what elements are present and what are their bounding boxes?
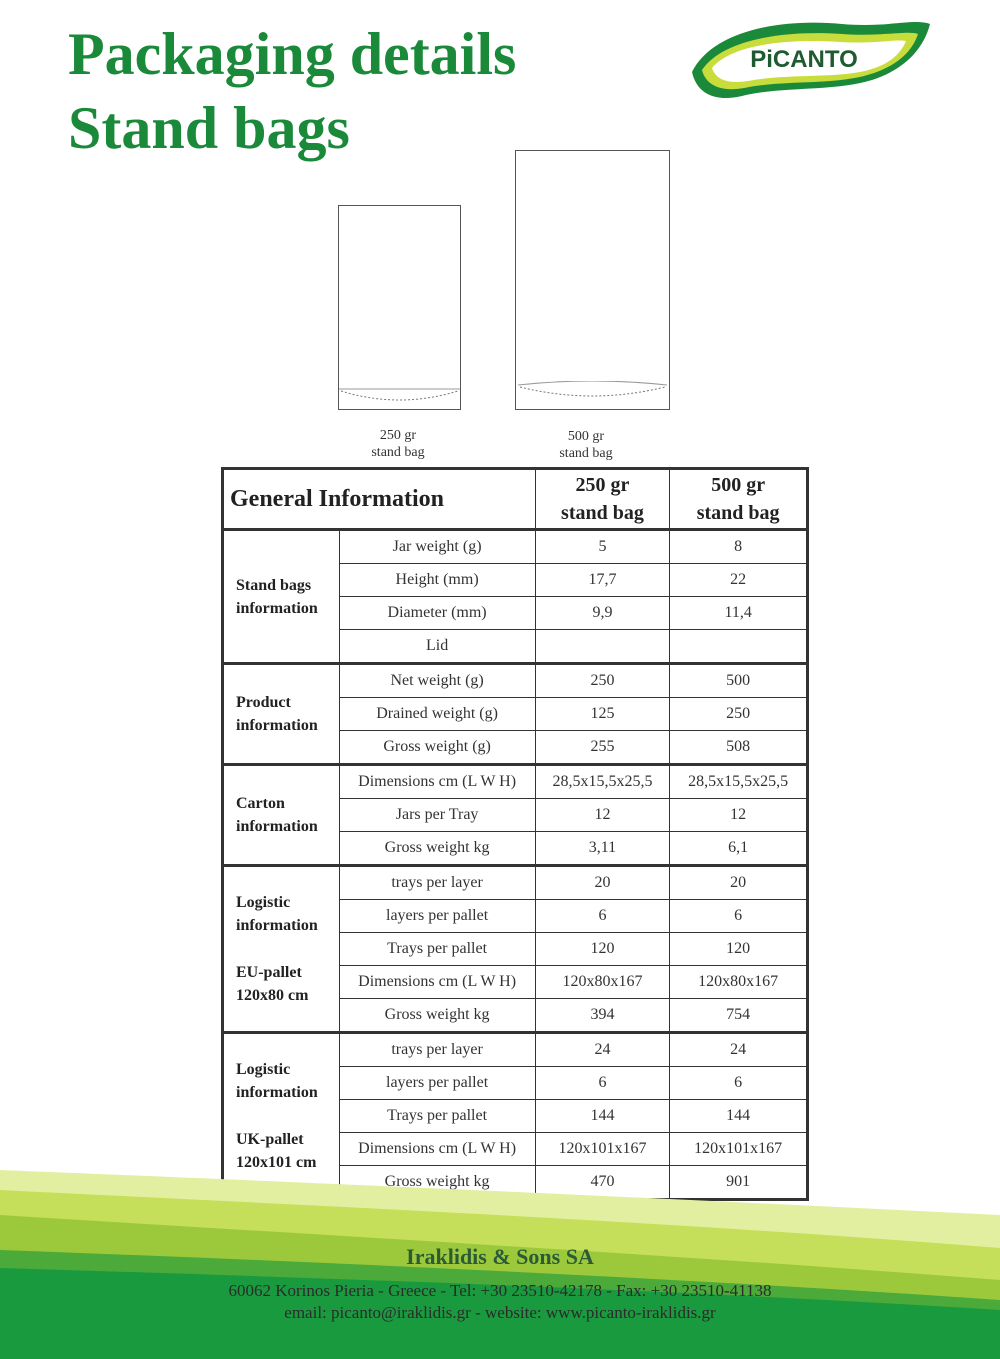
group-label-line: Stand bags — [236, 576, 312, 594]
value-500: 6 — [670, 1067, 808, 1100]
value-250: 9,9 — [535, 597, 670, 630]
row-label: Dimensions cm (L W H) — [339, 966, 535, 999]
value-500: 901 — [670, 1166, 808, 1200]
bag-250-image — [338, 205, 461, 410]
bag-gusset-icon — [516, 381, 669, 409]
row-label: Gross weight kg — [339, 832, 535, 866]
logo-text: PiCANTO — [750, 46, 858, 73]
row-label: Drained weight (g) — [339, 698, 535, 731]
value-250: 5 — [535, 530, 670, 564]
bag-500-caption — [516, 428, 656, 462]
group-label-line: UK-pallet — [236, 1131, 304, 1148]
value-500: 28,5x15,5x25,5 — [670, 765, 808, 799]
group-label — [223, 530, 340, 664]
row-label: Dimensions cm (L W H) — [339, 1133, 535, 1166]
column-header-250 — [535, 469, 670, 530]
value-500: 6,1 — [670, 832, 808, 866]
value-500: 500 — [670, 664, 808, 698]
row-label: Net weight (g) — [339, 664, 535, 698]
column-header-500 — [670, 469, 808, 530]
table-row — [223, 765, 808, 799]
value-250: 6 — [535, 900, 670, 933]
value-250: 125 — [535, 698, 670, 731]
value-250: 120x80x167 — [535, 966, 670, 999]
page-title-line2: Stand bags — [68, 95, 350, 161]
row-label: Diameter (mm) — [339, 597, 535, 630]
row-label: layers per pallet — [339, 900, 535, 933]
footer-address: 60062 Korinos Pieria - Greece - Tel: +30 23510-42178 - Fax: +30 23510-41138 — [228, 1281, 772, 1300]
row-label: Dimensions cm (L W H) — [339, 765, 535, 799]
row-label: Gross weight (g) — [339, 731, 535, 765]
value-250: 24 — [535, 1033, 670, 1067]
bag-250-caption-line2: stand bag — [371, 445, 425, 460]
value-250: 12 — [535, 799, 670, 832]
group-label — [223, 866, 340, 1033]
footer-contact: email: picanto@iraklidis.gr - website: www.picanto-iraklidis.gr — [284, 1303, 716, 1322]
value-500: 24 — [670, 1033, 808, 1067]
value-500: 120x101x167 — [670, 1133, 808, 1166]
value-500: 144 — [670, 1100, 808, 1133]
row-label: Gross weight kg — [339, 999, 535, 1033]
group-label-line: information — [236, 1084, 318, 1101]
group-label-line: EU-pallet — [236, 964, 302, 981]
row-label: layers per pallet — [339, 1067, 535, 1100]
group-label-line: information — [236, 818, 318, 835]
row-label: trays per layer — [339, 866, 535, 900]
group-label-line: Carton — [236, 795, 285, 812]
bag-gusset-icon — [339, 383, 460, 409]
bag-500-caption-line2: stand bag — [559, 446, 613, 461]
column-header-250-line2: stand bag — [561, 502, 644, 524]
value-500: 508 — [670, 731, 808, 765]
value-500: 8 — [670, 530, 808, 564]
row-label: Trays per pallet — [339, 933, 535, 966]
column-header-250-line1: 250 gr — [575, 474, 630, 496]
group-label-line: information — [236, 917, 318, 934]
row-label: Jars per Tray — [339, 799, 535, 832]
group-label-line: Logistic — [236, 1061, 291, 1078]
row-label: Gross weight kg — [339, 1166, 535, 1200]
table-header-row — [223, 469, 808, 530]
group-label-gap — [236, 1104, 339, 1128]
value-500: 120 — [670, 933, 808, 966]
group-label-gap — [236, 937, 339, 961]
value-500: 250 — [670, 698, 808, 731]
value-500: 12 — [670, 799, 808, 832]
value-250: 3,11 — [535, 832, 670, 866]
packaging-table — [221, 467, 809, 1201]
value-250: 470 — [535, 1166, 670, 1200]
footer-company-name: Iraklidis & Sons SA — [406, 1244, 594, 1269]
value-500: 754 — [670, 999, 808, 1033]
column-header-500-line1: 500 gr — [711, 474, 766, 496]
value-500: 6 — [670, 900, 808, 933]
group-label-line: 120x80 cm — [236, 987, 309, 1004]
value-500: 120x80x167 — [670, 966, 808, 999]
row-label: Height (mm) — [339, 564, 535, 597]
bag-500-caption-line1: 500 gr — [567, 429, 605, 444]
group-label — [223, 765, 340, 866]
table-row — [223, 664, 808, 698]
picanto-logo — [682, 10, 932, 110]
group-label — [223, 664, 340, 765]
value-250: 120x101x167 — [535, 1133, 670, 1166]
table-row — [223, 866, 808, 900]
group-label-line: Product — [236, 694, 291, 711]
group-label-line: information — [236, 717, 318, 734]
table-heading: General Information — [223, 469, 536, 530]
table-row — [223, 1033, 808, 1067]
value-500: 20 — [670, 866, 808, 900]
group-label-line: Logistic — [236, 894, 291, 911]
row-label: trays per layer — [339, 1033, 535, 1067]
row-label: Trays per pallet — [339, 1100, 535, 1133]
value-250: 20 — [535, 866, 670, 900]
row-label: Lid — [339, 630, 535, 664]
value-250: 17,7 — [535, 564, 670, 597]
value-250: 28,5x15,5x25,5 — [535, 765, 670, 799]
column-header-500-line2: stand bag — [696, 502, 780, 524]
value-250: 255 — [535, 731, 670, 765]
value-500 — [670, 630, 808, 664]
value-250 — [535, 630, 670, 664]
value-250: 144 — [535, 1100, 670, 1133]
bag-250-caption — [328, 427, 468, 461]
value-250: 6 — [535, 1067, 670, 1100]
page-title-line1: Packaging details — [68, 21, 517, 87]
row-label: Jar weight (g) — [339, 530, 535, 564]
group-label-line: 120x101 cm — [236, 1154, 317, 1171]
table-row — [223, 530, 808, 564]
bag-250-caption-line1: 250 gr — [379, 428, 417, 443]
value-500: 11,4 — [670, 597, 808, 630]
bag-500-image — [515, 150, 670, 410]
value-250: 250 — [535, 664, 670, 698]
value-250: 394 — [535, 999, 670, 1033]
value-500: 22 — [670, 564, 808, 597]
value-250: 120 — [535, 933, 670, 966]
group-label-line: information — [236, 599, 318, 617]
